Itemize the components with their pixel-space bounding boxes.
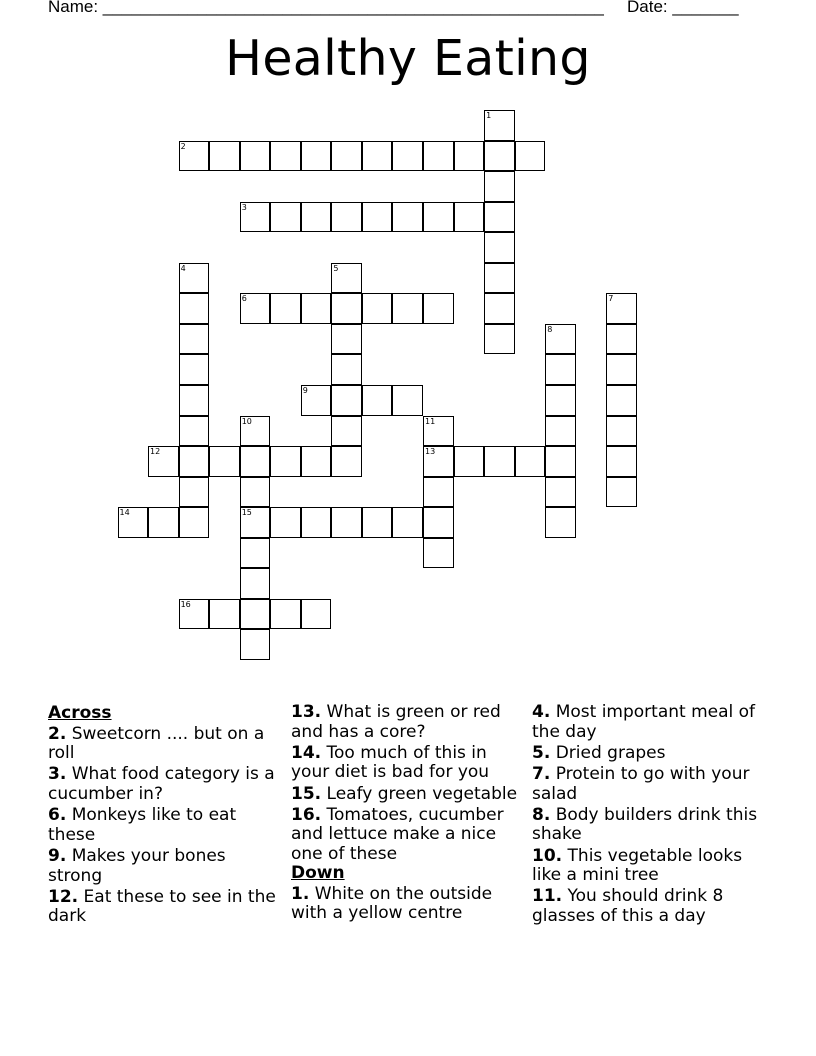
clue-number: 8: [547, 324, 553, 334]
grid-cell[interactable]: [392, 507, 423, 538]
clue-number-label: 11.: [532, 886, 563, 907]
clue-number: 16: [180, 599, 191, 609]
clue-item: [48, 765, 280, 804]
clue-item: [291, 806, 523, 865]
grid-cell[interactable]: [606, 324, 637, 355]
grid-cell[interactable]: [545, 477, 576, 508]
grid-cell[interactable]: [606, 385, 637, 416]
grid-cell[interactable]: [270, 202, 301, 233]
across-heading: Across: [48, 703, 112, 723]
grid-cell[interactable]: [179, 354, 210, 385]
clue-number: 15: [241, 508, 252, 518]
grid-cell[interactable]: [484, 293, 515, 324]
clue-text: Makes your bones strong: [48, 845, 226, 886]
page-title: Healthy Eating: [225, 30, 591, 87]
grid-cell[interactable]: [179, 385, 210, 416]
clue-text: What is green or red and has a core?: [291, 702, 501, 742]
clue-number: 5: [333, 263, 339, 273]
clue-column-3: [532, 703, 772, 928]
grid-cell[interactable]: [545, 416, 576, 447]
grid-cell[interactable]: [484, 110, 515, 141]
grid-cell[interactable]: [545, 385, 576, 416]
grid-cell[interactable]: [148, 446, 179, 477]
clue-number-label: 4.: [532, 702, 551, 722]
grid-cell[interactable]: [240, 538, 271, 569]
clue-text: Dried grapes: [550, 742, 666, 763]
grid-cell[interactable]: [484, 446, 515, 477]
clue-text: Monkeys like to eat these: [48, 805, 237, 845]
clue-number: 4: [180, 263, 186, 273]
grid-cell[interactable]: [545, 324, 576, 355]
clue-number-label: 10.: [532, 845, 563, 866]
grid-cell[interactable]: [606, 446, 637, 477]
grid-cell[interactable]: [331, 354, 362, 385]
grid-cell[interactable]: [392, 293, 423, 324]
clue-text: Too much of this in your diet is bad for you: [291, 742, 490, 783]
grid-cell[interactable]: [301, 507, 332, 538]
grid-cell[interactable]: [545, 354, 576, 385]
clue-text: Eat these to see in the dark: [48, 886, 276, 927]
grid-cell[interactable]: [331, 324, 362, 355]
grid-cell[interactable]: [148, 507, 179, 538]
grid-cell[interactable]: [423, 416, 454, 447]
grid-cell[interactable]: [362, 141, 393, 172]
clue-number-label: 14.: [291, 742, 322, 763]
clue-text: What food category is a cucumber in?: [48, 764, 275, 804]
clue-number-label: 8.: [532, 804, 551, 825]
down-heading: Down: [291, 863, 345, 884]
grid-cell[interactable]: [118, 507, 149, 538]
grid-cell[interactable]: [331, 507, 362, 538]
clue-item: [291, 703, 523, 742]
grid-cell[interactable]: [454, 446, 485, 477]
grid-cell[interactable]: [270, 141, 301, 172]
clue-number: 13: [425, 447, 436, 457]
grid-cell[interactable]: [423, 477, 454, 508]
grid-cell[interactable]: [423, 446, 454, 477]
clue-number: 3: [241, 202, 247, 212]
grid-cell[interactable]: [423, 538, 454, 569]
grid-cell[interactable]: [270, 446, 301, 477]
grid-cell[interactable]: [179, 446, 210, 477]
grid-cell[interactable]: [606, 293, 637, 324]
grid-cell[interactable]: [301, 141, 332, 172]
grid-cell[interactable]: [240, 416, 271, 447]
grid-cell[interactable]: [179, 324, 210, 355]
clue-text: You should drink 8 glasses of this a day: [532, 886, 724, 926]
clue-number: 11: [425, 416, 436, 426]
clue-number-label: 5.: [532, 742, 551, 763]
grid-cell[interactable]: [484, 324, 515, 355]
grid-cell[interactable]: [301, 446, 332, 477]
grid-cell[interactable]: [301, 385, 332, 416]
clue-number-label: 7.: [532, 763, 551, 784]
grid-cell[interactable]: [209, 599, 240, 630]
clue-text: Sweetcorn .... but on a roll: [48, 723, 265, 764]
grid-cell[interactable]: [179, 599, 210, 630]
clue-number: 1: [486, 111, 492, 120]
clue-number-label: 16.: [291, 804, 322, 825]
grid-cell[interactable]: [331, 446, 362, 477]
clue-number-label: 15.: [291, 783, 322, 804]
grid-cell[interactable]: [606, 354, 637, 385]
clue-item: [532, 703, 772, 742]
grid-cell[interactable]: [179, 507, 210, 538]
grid-cell[interactable]: [392, 141, 423, 172]
clue-text: Body builders drink this shake: [532, 804, 758, 845]
grid-cell[interactable]: [606, 477, 637, 508]
grid-cell[interactable]: [362, 507, 393, 538]
grid-cell[interactable]: [423, 141, 454, 172]
clue-number-label: 9.: [48, 845, 67, 866]
grid-cell[interactable]: [240, 507, 271, 538]
clue-text: Tomatoes, cucumber and lettuce make a nice one of these: [291, 804, 504, 864]
grid-cell[interactable]: [484, 141, 515, 172]
grid-cell[interactable]: [362, 385, 393, 416]
grid-cell[interactable]: [392, 202, 423, 233]
grid-cell[interactable]: [331, 263, 362, 294]
clue-number: 14: [119, 508, 130, 518]
clue-number: 9: [302, 385, 308, 395]
clue-number: 6: [241, 294, 247, 304]
grid-cell[interactable]: [484, 202, 515, 233]
grid-cell[interactable]: [179, 477, 210, 508]
grid-cell[interactable]: [240, 446, 271, 477]
grid-cell[interactable]: [606, 416, 637, 447]
grid-cell[interactable]: [454, 141, 485, 172]
clue-item: [291, 885, 523, 924]
grid-cell[interactable]: [515, 141, 546, 172]
grid-cell[interactable]: [392, 385, 423, 416]
grid-cell[interactable]: [331, 416, 362, 447]
clue-text: White on the outside with a yellow centre: [291, 883, 493, 924]
grid-cell[interactable]: [331, 202, 362, 233]
grid-cell[interactable]: [454, 202, 485, 233]
grid-cell[interactable]: [179, 141, 210, 172]
grid-cell[interactable]: [301, 599, 332, 630]
grid-cell[interactable]: [515, 446, 546, 477]
grid-cell[interactable]: [362, 202, 393, 233]
clue-number-label: 3.: [48, 764, 67, 785]
grid-cell[interactable]: [331, 293, 362, 324]
date-field-line: Date: _______: [627, 0, 739, 16]
clue-column-2: [291, 703, 523, 926]
name-field-line: Name: _____________________________________________________: [48, 0, 604, 16]
clue-item: [532, 744, 772, 764]
clue-item: [532, 887, 772, 926]
grid-cell[interactable]: [484, 232, 515, 263]
clue-number-label: 6.: [48, 805, 67, 826]
clue-item: [291, 785, 523, 805]
clue-text: Most important meal of the day: [532, 702, 756, 742]
grid-cell[interactable]: [301, 202, 332, 233]
grid-cell[interactable]: [209, 446, 240, 477]
clue-number: 10: [241, 416, 252, 426]
grid-cell[interactable]: [240, 568, 271, 599]
clue-number-label: 13.: [291, 702, 322, 722]
grid-cell[interactable]: [240, 599, 271, 630]
clue-item: [48, 806, 280, 845]
grid-cell[interactable]: [484, 171, 515, 202]
grid-cell[interactable]: [179, 263, 210, 294]
grid-cell[interactable]: [301, 293, 332, 324]
grid-cell[interactable]: [423, 293, 454, 324]
grid-cell[interactable]: [545, 507, 576, 538]
clue-text: This vegetable looks like a mini tree: [532, 845, 743, 886]
clue-item: [532, 806, 772, 845]
grid-cell[interactable]: [362, 293, 393, 324]
clue-item: [291, 744, 523, 783]
clue-column-1: [48, 703, 280, 929]
grid-cell[interactable]: [423, 507, 454, 538]
clue-number: 7: [608, 294, 614, 304]
grid-cell[interactable]: [331, 385, 362, 416]
grid-cell[interactable]: [179, 293, 210, 324]
grid-cell[interactable]: [423, 202, 454, 233]
grid-cell[interactable]: [209, 141, 240, 172]
clue-item: [48, 888, 280, 927]
clue-number: 12: [150, 447, 161, 457]
clue-item: [532, 847, 772, 886]
clue-text: Leafy green vegetable: [321, 783, 518, 804]
grid-cell[interactable]: [545, 446, 576, 477]
grid-cell[interactable]: [240, 477, 271, 508]
grid-cell[interactable]: [270, 293, 301, 324]
clue-item: [48, 847, 280, 886]
grid-cell[interactable]: [240, 141, 271, 172]
grid-cell[interactable]: [240, 629, 271, 660]
clue-number-label: 1.: [291, 883, 310, 904]
grid-cell[interactable]: [484, 263, 515, 294]
clue-item: [48, 725, 280, 764]
clue-item: [532, 765, 772, 804]
clue-number-label: 12.: [48, 886, 79, 907]
grid-cell[interactable]: [270, 507, 301, 538]
grid-cell[interactable]: [270, 599, 301, 630]
clue-number: 2: [180, 141, 186, 151]
clue-text: Protein to go with your salad: [532, 763, 750, 804]
grid-cell[interactable]: [240, 202, 271, 233]
grid-cell[interactable]: [240, 293, 271, 324]
grid-cell[interactable]: [331, 141, 362, 172]
clue-number-label: 2.: [48, 723, 67, 744]
grid-cell[interactable]: [179, 416, 210, 447]
